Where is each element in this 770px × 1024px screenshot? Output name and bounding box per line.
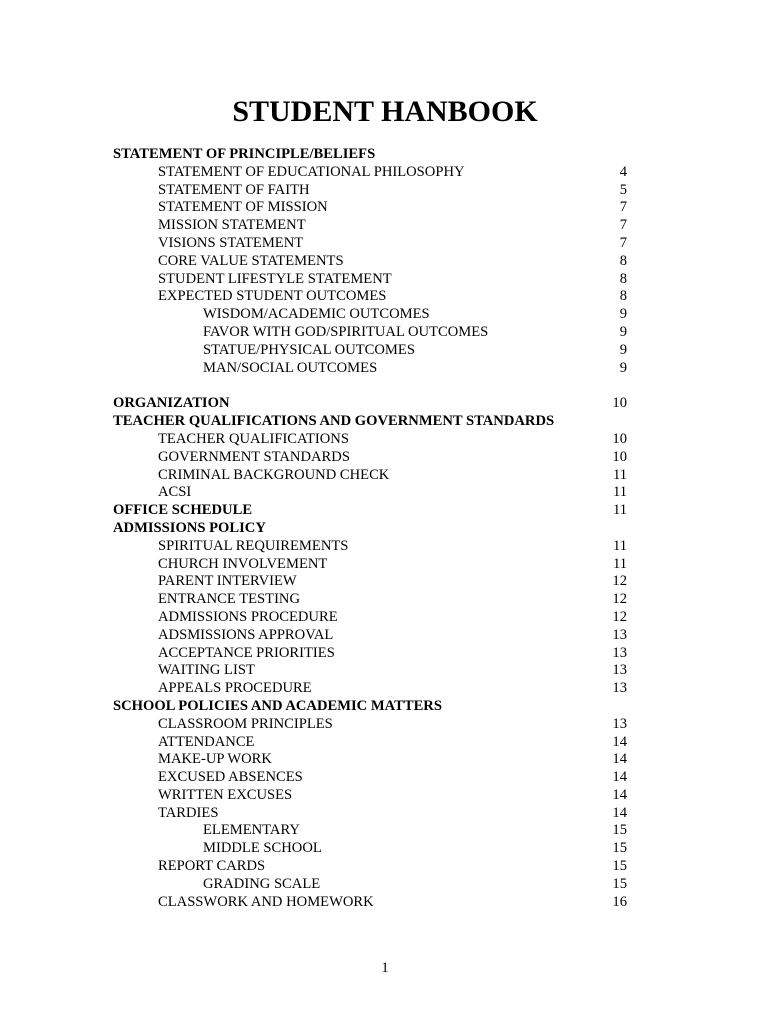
toc-entry-page-number: 13 [612,680,627,697]
toc-section-heading [113,520,633,538]
toc-entry [113,235,633,253]
toc-entry-page-number: 14 [612,804,627,821]
toc-entry-page-number: 13 [612,662,627,679]
toc-entry-label: WAITING LIST [158,662,255,679]
toc-entry [113,591,633,609]
toc-entry-label: CLASSWORK AND HOMEWORK [158,893,374,910]
toc-entry-label: WRITTEN EXCUSES [158,786,293,803]
toc-entry-page-number: 15 [612,858,627,875]
toc-entry-label: APPEALS PROCEDURE [158,680,312,697]
toc-entry-page-number: 15 [612,875,627,892]
toc-entry-page-number: 12 [612,573,627,590]
toc-section-heading [113,146,633,164]
document-title: STUDENT HANBOOK [232,95,538,128]
toc-section-heading [113,698,633,716]
toc-entry-page-number: 10 [612,448,627,465]
toc-entry-page-number: 7 [619,217,627,234]
toc-section-heading [113,502,633,520]
toc-entry-page-number: 10 [612,430,627,447]
toc-entry [113,271,633,289]
toc-entry [113,573,633,591]
toc-entry-label: ATTENDANCE [158,733,255,750]
toc-entry [113,769,633,787]
toc-entry-page-number: 11 [612,555,627,572]
toc-entry-label: REPORT CARDS [158,858,266,875]
toc-entry-page-number: 5 [619,181,627,198]
toc-entry [113,164,633,182]
toc-entry-label: STATEMENT OF PRINCIPLE/BELIEFS [113,146,376,162]
toc-entry-label: ACCEPTANCE PRIORITIES [158,644,335,661]
toc-entry [113,662,633,680]
toc-entry-label: ADMISSIONS PROCEDURE [158,608,338,625]
toc-entry-page-number: 7 [619,234,627,251]
toc-entry [113,894,633,912]
toc-entry-page-number: 14 [612,786,627,803]
toc-entry-page-number: 7 [619,199,627,216]
toc-entry [113,217,633,235]
toc-entry-page-number: 8 [619,252,627,269]
toc-entry-label: ELEMENTARY [203,822,300,839]
toc-entry-page-number: 9 [619,323,627,340]
toc-entry [113,822,633,840]
toc-entry [113,431,633,449]
toc-entry-label: ENTRANCE TESTING [158,591,301,608]
toc-section-heading [113,413,633,431]
toc-entry-label: OFFICE SCHEDULE [113,502,253,519]
toc-entry-label: EXCUSED ABSENCES [158,769,303,786]
toc-entry-label: MAN/SOCIAL OUTCOMES [203,359,378,376]
toc-entry [113,556,633,574]
toc-entry-page-number: 13 [612,715,627,732]
toc-entry-label: EXPECTED STUDENT OUTCOMES [158,288,387,305]
toc-entry-label: CLASSROOM PRINCIPLES [158,715,333,732]
toc-entry-page-number: 11 [612,466,627,483]
toc-entry-page-number: 11 [612,502,627,519]
toc-entry [113,449,633,467]
toc-entry-page-number: 8 [619,270,627,287]
toc-entry-label: STATEMENT OF FAITH [158,181,310,198]
toc-entry-label: TEACHER QUALIFICATIONS [158,430,349,447]
toc-entry [113,253,633,271]
toc-entry-label: VISIONS STATEMENT [158,234,304,251]
toc-entry [113,751,633,769]
toc-entry-page-number: 14 [612,751,627,768]
toc-entry-label: SPIRITUAL REQUIREMENTS [158,537,349,554]
toc-entry-page-number: 14 [612,733,627,750]
toc-entry-page-number: 13 [612,626,627,643]
toc-entry [113,342,633,360]
toc-entry-page-number: 9 [619,359,627,376]
toc-entry-page-number: 13 [612,644,627,661]
toc-entry [113,306,633,324]
toc-entry [113,876,633,894]
toc-entry-label: TARDIES [158,804,219,821]
toc-entry-page-number: 11 [612,484,627,501]
toc-entry [113,288,633,306]
toc-entry-page-number: 11 [612,537,627,554]
toc-entry-label: STATEMENT OF EDUCATIONAL PHILOSOPHY [158,163,465,180]
toc-entry-label: WISDOM/ACADEMIC OUTCOMES [203,306,430,323]
toc-entry-page-number: 9 [619,341,627,358]
toc-entry-page-number: 15 [612,822,627,839]
toc-entry [113,182,633,200]
toc-entry [113,360,633,378]
toc-entry [113,609,633,627]
toc-entry [113,716,633,734]
toc-entry-page-number: 10 [612,395,627,412]
toc-entry-page-number: 9 [619,306,627,323]
toc-entry-page-number: 8 [619,288,627,305]
toc-entry-page-number: 12 [612,608,627,625]
toc-entry-page-number: 15 [612,840,627,857]
toc-entry-label: GRADING SCALE [203,875,321,892]
toc-entry-page-number: 4 [619,163,627,180]
toc-entry [113,324,633,342]
toc-entry-label: GOVERNMENT STANDARDS [158,448,350,465]
toc-entry-label: STATUE/PHYSICAL OUTCOMES [203,341,415,358]
toc-entry-label: CHURCH INVOLVEMENT [158,555,328,572]
toc-entry-label: STATEMENT OF MISSION [158,199,328,216]
toc-entry-label: TEACHER QUALIFICATIONS AND GOVERNMENT STANDARDS [113,413,555,430]
toc-entry [113,627,633,645]
toc-entry-page-number: 12 [612,591,627,608]
toc-entry [113,467,633,485]
toc-entry-label: FAVOR WITH GOD/SPIRITUAL OUTCOMES [203,323,489,340]
toc-entry-label: STUDENT LIFESTYLE STATEMENT [158,270,392,287]
toc-entry [113,645,633,663]
toc-entry-label: SCHOOL POLICIES AND ACADEMIC MATTERS [113,697,442,714]
toc-entry [113,805,633,823]
toc-entry-page-number: 14 [612,769,627,786]
toc-entry-label: MIDDLE SCHOOL [203,840,322,857]
toc-entry [113,680,633,698]
toc-entry-label: CORE VALUE STATEMENTS [158,252,344,269]
toc-entry [113,787,633,805]
toc-entry [113,840,633,858]
toc-entry [113,484,633,502]
toc-entry [113,538,633,556]
toc-entry-label: ADMISSIONS POLICY [113,519,266,536]
toc-entry-label: ADSMISSIONS APPROVAL [158,626,334,643]
toc-entry-label: ORGANIZATION [113,395,230,412]
toc-entry [113,858,633,876]
toc-entry-label: PARENT INTERVIEW [158,573,297,590]
toc-entry [113,199,633,217]
toc-entry-label: MAKE-UP WORK [158,751,272,768]
toc-entry-page-number: 16 [612,893,627,910]
table-of-contents [113,146,633,911]
toc-entry [113,734,633,752]
toc-section-heading [113,395,633,413]
toc-entry-label: MISSION STATEMENT [158,217,306,234]
page-number: 1 [381,960,389,976]
toc-entry-label: CRIMINAL BACKGROUND CHECK [158,466,390,483]
toc-entry-label: ACSI [158,484,192,501]
